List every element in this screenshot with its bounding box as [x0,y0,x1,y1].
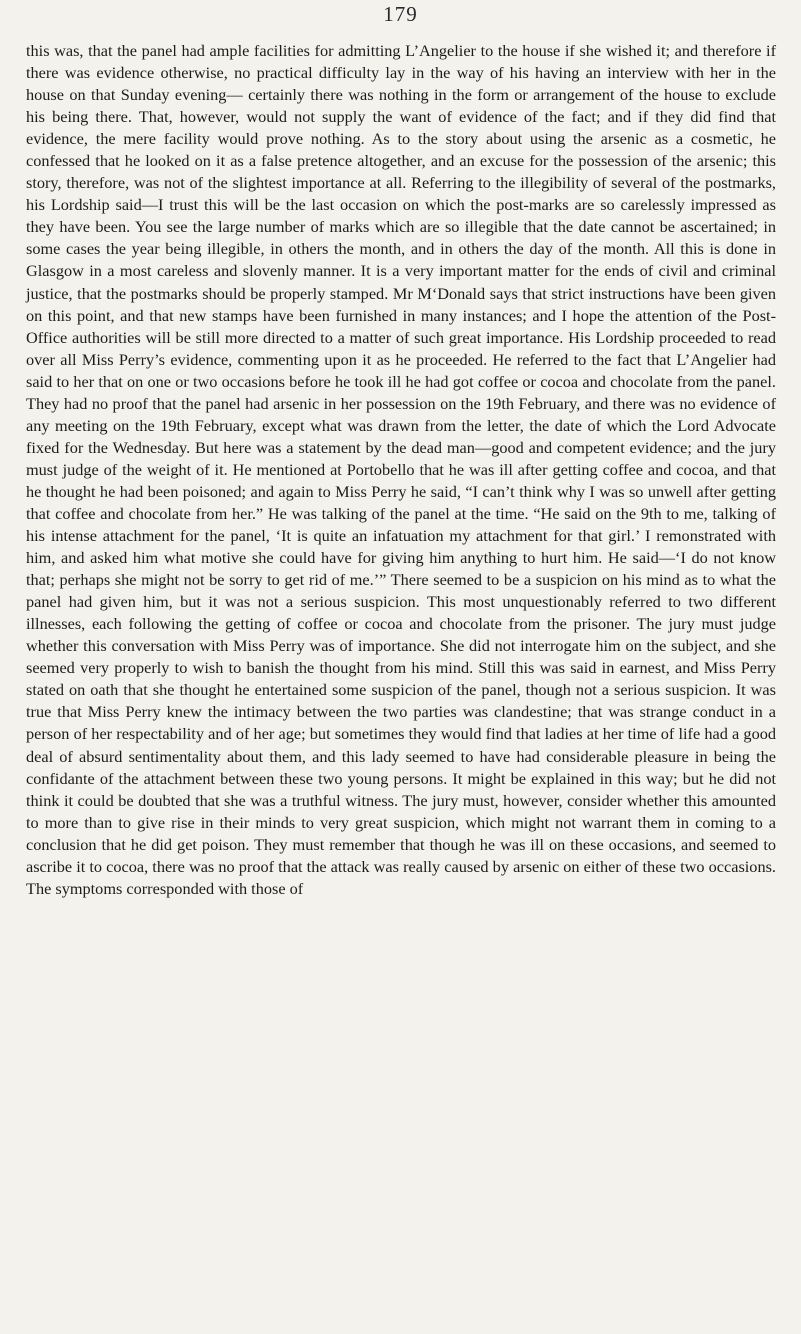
body-paragraph: this was, that the panel had ample facilities for admitting L’Angelier to the house if she wished it; and therefore if there was evidence otherwise, no practical difficulty lay in the way of his having an interview with her in the house on that Sunday evening— certainly there was nothing in the form or arrangement of the house to exclude his being there. That, however, would not supply the want of evidence of the fact; and if they did find that evidence, the mere facility would prove nothing. As to the story about using the arsenic as a cosmetic, he confessed that he looked on it as a false pretence altogether, and an excuse for the possession of the arsenic; this story, therefore, was not of the slightest importance at all. Referring to the illegibility of several of the postmarks, his Lordship said—I trust this will be the last occasion on which the post-marks are so carelessly impressed as they have been. You see the large number of marks which are so illegible that the date cannot be ascertained; in some cases the year being illegible, in others the month, and in others the day of the month. All this is done in Glasgow in a most careless and slovenly manner. It is a very important matter for the ends of civil and criminal justice, that the postmarks should be properly stamped. Mr M‘Donald says that strict instructions have been given on this point, and that new stamps have been furnished in many instances; and I hope the attention of the Post-Office authorities will be still more directed to a matter of such great importance. His Lordship proceeded to read over all Miss Perry’s evidence, commenting upon it as he proceeded. He referred to the fact that L’Angelier had said to her that on one or two occasions before he took ill he had got coffee or cocoa and chocolate from the panel. They had no proof that the panel had arsenic in her possession on the 19th February, and there was no evidence of any meeting on the 19th February, except what was drawn from the letter, the date of which the Lord Advocate fixed for the Wednesday. But here was a statement by the dead man—good and competent evidence; and the jury must judge of the weight of it. He mentioned at Portobello that he was ill after getting coffee and cocoa, and that he thought he had been poisoned; and again to Miss Perry he said, “I can’t think why I was so unwell after getting that coffee and chocolate from her.” He was talking of the panel at the time. “He said on the 9th to me, talking of his intense attachment for the panel, ‘It is quite an infatuation my attachment for that girl.’ I remonstrated with him, and asked him what motive she could have for giving him anything to hurt him. He said—‘I do not know that; perhaps she might not be sorry to get rid of me.’” There seemed to be a suspicion on his mind as to what the panel had given him, but it was not a serious suspicion. This most unquestionably referred to two different illnesses, each following the getting of coffee or cocoa and chocolate from the prisoner. The jury must judge whether this conversation with Miss Perry was of importance. She did not interrogate him on the subject, and she seemed very properly to wish to banish the thought from his mind. Still this was said in earnest, and Miss Perry stated on oath that she thought he entertained some suspicion of the panel, though not a serious suspicion. It was true that Miss Perry knew the intimacy between the two parties was clandestine; that was strange conduct in a person of her respectability and of her age; but sometimes they would find that ladies at her time of life had a good deal of absurd sentimentality about them, and this lady seemed to have had considerable pleasure in being the confidante of the attachment between these two young persons. It might be explained in this way; but he did not think it could be doubted that she was a truthful witness. The jury must, however, consider whether this amounted to more than to give rise in their minds to very great suspicion, which might not warrant them in coming to a conclusion that he did get poison. They must remember that though he was ill on these occasions, and seemed to ascribe it to cocoa, there was no proof that the attack was really caused by arsenic on either of these two occasions. The symptoms corresponded with those of [26,41,776,898]
page-number: 179 [383,2,418,26]
